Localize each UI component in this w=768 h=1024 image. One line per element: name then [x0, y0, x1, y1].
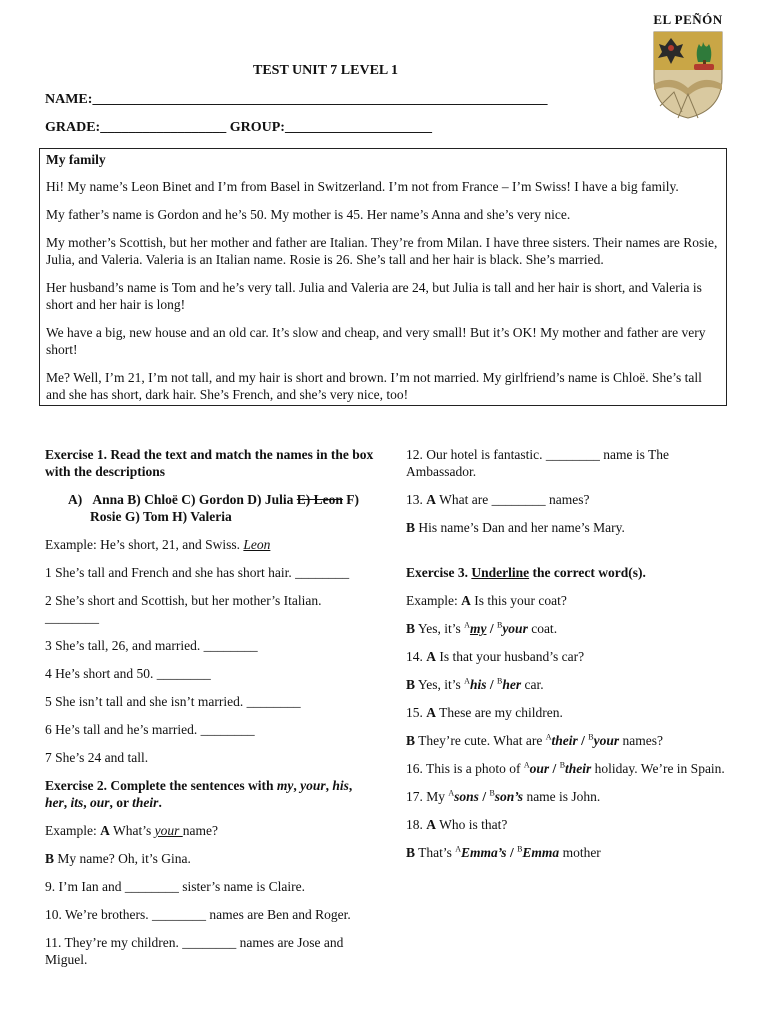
word-your: your: [300, 778, 326, 793]
option-a[interactable]: our: [529, 761, 550, 776]
option-a-marker: A: [464, 620, 470, 630]
speaker-b: B: [406, 845, 416, 860]
reading-paragraph: Hi! My name’s Leon Binet and I’m from Basel in Switzerland. I’m not from France – I’m Swiss! I have a big family.: [46, 179, 679, 194]
slash: /: [577, 733, 589, 748]
exercise2-instruction: [45, 777, 375, 811]
exercise3-item: [406, 760, 726, 777]
word-my: my: [276, 778, 294, 793]
instruction-text: Exercise 2. Complete the sentences with: [45, 778, 277, 793]
group-label: GROUP:: [229, 120, 285, 135]
item-text: Yes, it’s: [415, 621, 465, 636]
exercise3-item-reply: [406, 844, 726, 861]
item-text: 17. My: [406, 789, 449, 804]
exercise2-item-reply: [406, 519, 726, 536]
option-a-marker: A: [448, 788, 455, 798]
option-a-marker: A: [545, 732, 552, 742]
school-logo: [648, 12, 728, 122]
school-name: EL PEÑÓN: [653, 12, 723, 27]
slash: /: [506, 845, 518, 860]
speaker-b: B: [406, 520, 416, 535]
comma: ,: [348, 778, 353, 793]
exercise3-item: [406, 788, 726, 805]
reading-paragraph: My father’s name is Gordon and he’s 50. My mother is 45. Her name’s Anna and she’s very nice.: [46, 207, 571, 222]
exercise1-item[interactable]: 4 He’s short and 50. ________: [45, 666, 211, 681]
exercise3-example: [406, 592, 726, 609]
slash: /: [486, 621, 497, 636]
slash: /: [478, 789, 490, 804]
comma: ,: [63, 795, 71, 810]
exercise1-instruction: Exercise 1. Read the text and match the names in the box with the descriptions: [45, 447, 374, 479]
speaker-a: A: [426, 705, 436, 720]
reading-paragraph: Me? Well, I’m 21, I’m not tall, and my hair is short and brown. I’m not married. My girlfriend’s name is Chloë. She’s tall and she has short, dark hair. She’s French, and she’s very nice, too!: [46, 370, 702, 402]
name-field[interactable]: [45, 92, 547, 108]
period: .: [158, 795, 162, 810]
item-text: names?: [619, 733, 663, 748]
exercise3-item-reply: [406, 732, 726, 749]
right-column: [406, 446, 726, 872]
option-a[interactable]: his: [469, 677, 487, 692]
exercise1-item[interactable]: 7 She’s 24 and tall.: [45, 750, 149, 765]
comma: ,: [325, 778, 333, 793]
comma: ,: [293, 778, 301, 793]
exercise1-item[interactable]: 6 He’s tall and he’s married. ________: [45, 722, 255, 737]
option-b[interactable]: your: [593, 733, 620, 748]
grade-blank[interactable]: __________________: [100, 120, 227, 135]
left-column: [45, 446, 375, 979]
exercise3-item: [406, 704, 726, 721]
option-b-marker: B: [517, 844, 523, 854]
speaker-b: B: [45, 851, 55, 866]
choices-text: Anna B) Chloë C) Gordon D) Julia: [92, 492, 294, 507]
exercise2-item[interactable]: [406, 491, 726, 508]
speaker-a: A: [426, 817, 436, 832]
option-a-marker: A: [523, 760, 530, 770]
exercise2-item[interactable]: 12. Our hotel is fantastic. ________ name is The Ambassador.: [406, 447, 669, 479]
example-label: Example:: [45, 823, 101, 838]
struck-choice: E) Leon: [296, 492, 343, 507]
option-b-marker: B: [489, 788, 495, 798]
item-text: mother: [559, 845, 601, 860]
option-b[interactable]: her: [502, 677, 522, 692]
slash: /: [486, 677, 497, 692]
option-b-marker: B: [496, 676, 503, 686]
item-number: 14.: [406, 649, 423, 664]
option-a[interactable]: Emma’s: [461, 845, 507, 860]
word-their: their: [132, 795, 159, 810]
option-b-marker: B: [559, 760, 566, 770]
speaker-b: B: [406, 677, 416, 692]
comma: ,: [83, 795, 91, 810]
speaker-b: B: [406, 733, 416, 748]
speaker-a: A: [461, 593, 471, 608]
grade-label: GRADE:: [45, 120, 101, 135]
item-text: Yes, it’s: [415, 677, 465, 692]
example-answer: your: [154, 823, 183, 838]
exercise1-item[interactable]: 1 She’s tall and French and she has short hair. ________: [45, 565, 350, 580]
item-text: coat.: [527, 621, 558, 636]
exercise1-item[interactable]: 3 She’s tall, 26, and married. ________: [45, 638, 258, 653]
item-text: car.: [521, 677, 544, 692]
item-text: holiday. We’re in Spain.: [591, 761, 725, 776]
reading-heading: My family: [46, 152, 106, 167]
word-his: his: [332, 778, 349, 793]
or-text: , or: [109, 795, 133, 810]
reading-paragraph: Her husband’s name is Tom and he’s very tall. Julia and Valeria are 24, but Julia is tall and her hair is short, and Valeria is short and her hair is long!: [46, 280, 702, 312]
grade-group-row: [45, 120, 432, 136]
option-a-marker: A: [455, 844, 462, 854]
underline-word: Underline: [471, 565, 530, 580]
item-text: That’s: [415, 845, 456, 860]
example-text: name?: [182, 823, 218, 838]
example-text: What’s: [109, 823, 155, 838]
option-b-marker: B: [496, 620, 503, 630]
speaker-a: A: [426, 649, 436, 664]
exercise2-item[interactable]: 10. We’re brothers. ________ names are Ben and Roger.: [45, 907, 351, 922]
exercise1-item[interactable]: 5 She isn’t tall and she isn’t married. ________: [45, 694, 301, 709]
speaker-b: B: [406, 621, 416, 636]
exercise2-example-reply: [45, 850, 375, 867]
group-blank[interactable]: _____________________: [284, 120, 432, 135]
exercise2-item[interactable]: 9. I’m Ian and ________ sister’s name is Claire.: [45, 879, 305, 894]
example-text: My name? Oh, it’s Gina.: [54, 851, 191, 866]
reading-text-box: [39, 148, 727, 406]
item-text: His name’s Dan and her name’s Mary.: [415, 520, 625, 535]
item-number: 18.: [406, 817, 423, 832]
exercise1-item[interactable]: 2 She’s short and Scottish, but her mother’s Italian. ________: [45, 593, 322, 625]
speaker-a: A: [100, 823, 110, 838]
slash: /: [549, 761, 560, 776]
item-text: They’re cute. What are: [415, 733, 546, 748]
example-text: Is this your coat?: [470, 593, 567, 608]
name-label: NAME:: [45, 92, 93, 107]
name-blank[interactable]: _________________________________________________________________: [92, 92, 548, 107]
option-b[interactable]: son’s: [494, 789, 524, 804]
option-b-marker: B: [588, 732, 594, 742]
reading-paragraph: We have a big, new house and an old car. It’s slow and cheap, and very small! But it’s OK! My mother and father are very short!: [46, 325, 706, 357]
page-title: TEST UNIT 7 LEVEL 1: [253, 63, 398, 78]
word-its: its: [70, 795, 84, 810]
option-a[interactable]: sons: [454, 789, 479, 804]
choices-marker: A): [68, 492, 83, 507]
item-text: What are ________ names?: [436, 492, 590, 507]
instruction-text: Exercise 3.: [406, 565, 472, 580]
option-a[interactable]: their: [551, 733, 578, 748]
option-b: your: [502, 621, 528, 636]
option-b[interactable]: Emma: [522, 845, 560, 860]
reading-paragraph: My mother’s Scottish, but her mother and father are Italian. They’re from Milan. I have three sisters. Their names are Rosie, Julia, and Valeria. Valeria is an Italian name. Rosie is 26. She’s tall and her hair is black. She’s married.: [46, 235, 718, 267]
example-answer: Leon: [243, 537, 271, 552]
exercise3-item: [406, 648, 726, 665]
option-b[interactable]: their: [565, 761, 592, 776]
item-text: 16. This is a photo of: [406, 761, 524, 776]
instruction-text: the correct word(s).: [529, 565, 646, 580]
item-number: 13.: [406, 492, 423, 507]
word-our: our: [90, 795, 110, 810]
exercise1-example: [45, 536, 375, 553]
item-text: name is John.: [523, 789, 601, 804]
crest-icon: [648, 28, 728, 120]
choices-text: F) Rosie G) Tom H) Valeria: [90, 492, 360, 524]
exercise3-item: [406, 816, 726, 833]
exercise3-instruction: [406, 564, 726, 581]
speaker-a: A: [426, 492, 436, 507]
item-text: Who is that?: [436, 817, 508, 832]
exercise2-example: [45, 822, 375, 839]
item-number: 15.: [406, 705, 423, 720]
word-her: her: [45, 795, 64, 810]
option-a-marker: A: [464, 676, 470, 686]
item-text: Is that your husband’s car?: [436, 649, 585, 664]
item-text: These are my children.: [436, 705, 563, 720]
exercise2-item[interactable]: 11. They’re my children. ________ names are Jose and Miguel.: [45, 935, 344, 967]
exercise3-item-reply: [406, 676, 726, 693]
exercise1-choices: [45, 491, 375, 525]
exercise3-example-reply: [406, 620, 726, 637]
option-a: my: [469, 621, 487, 636]
example-text: Example: He’s short, 21, and Swiss.: [45, 537, 240, 552]
example-label: Example:: [406, 593, 462, 608]
